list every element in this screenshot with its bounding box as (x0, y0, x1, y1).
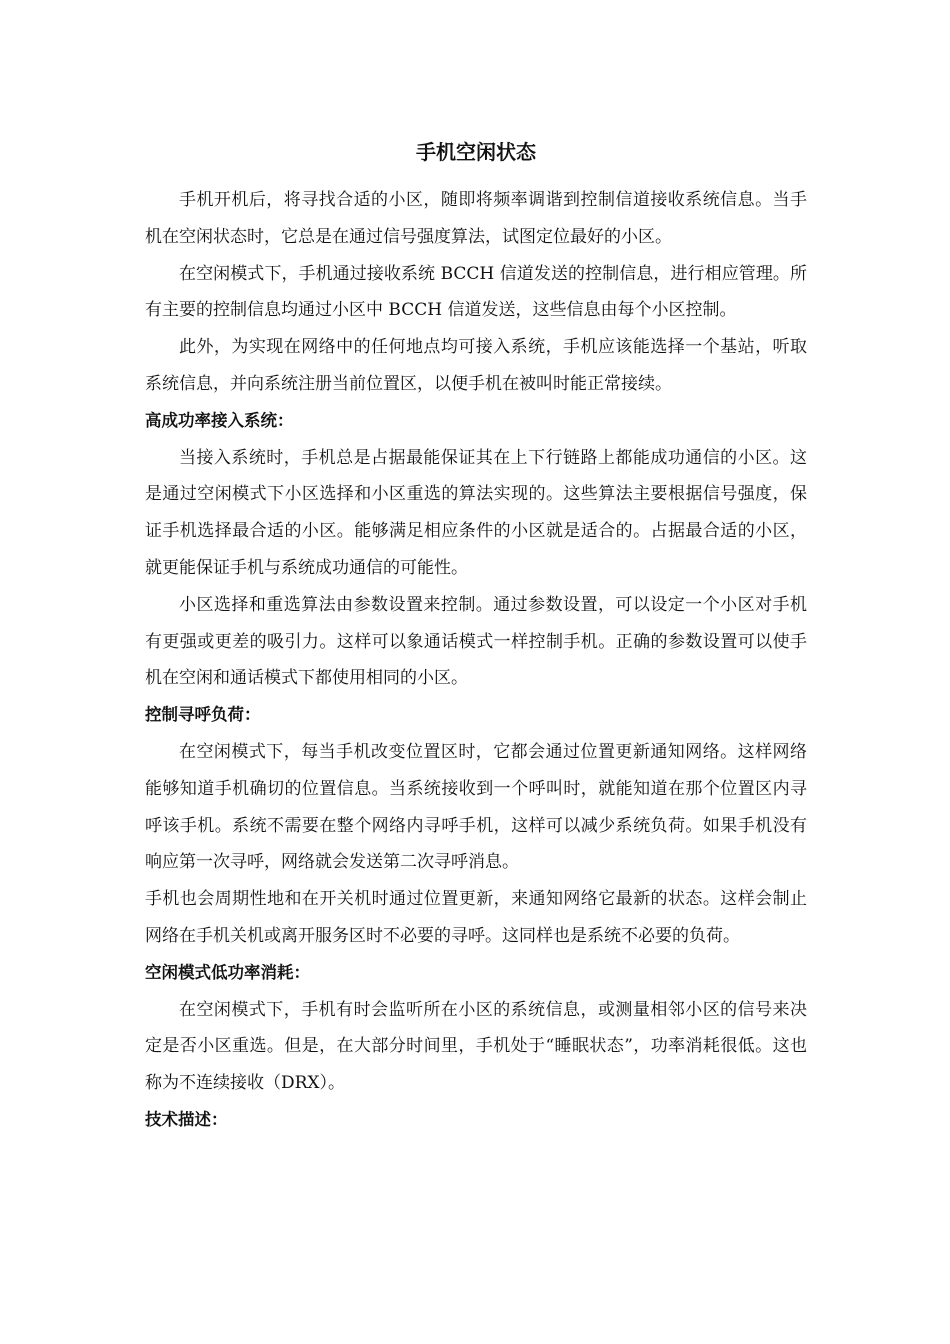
paging-paragraph-2: 手机也会周期性地和在开关机时通过位置更新，来通知网络它最新的状态。这样会制止网络在手机关机或离开服务区时不必要的寻呼。这同样也是系统不必要的负荷。 (145, 889, 807, 946)
section-heading-power: 空闲模式低功率消耗： (145, 962, 310, 982)
section-heading-technical: 技术描述： (145, 1109, 228, 1129)
section-heading-paging: 控制寻呼负荷： (145, 705, 261, 725)
access-paragraph-2: 小区选择和重选算法由参数设置来控制。通过参数设置，可以设定一个小区对手机有更强或更差的吸引力。这样可以象通话模式一样控制手机。正确的参数设置可以使手机在空闲和通话模式下都使用相同的小区。 (145, 594, 807, 689)
section-heading-access: 高成功率接入系统： (145, 410, 294, 430)
access-paragraph-1: 当接入系统时，手机总是占据最能保证其在上下行链路上都能成功通信的小区。这是通过空闲模式下小区选择和小区重选的算法实现的。这些算法主要根据信号强度，保证手机选择最合适的小区。能够满足相应条件的小区就是适合的。占据最合适的小区，就更能保证手机与系统成功通信的可能性。 (145, 447, 807, 578)
intro-paragraph-3: 此外，为实现在网络中的任何地点均可接入系统，手机应该能选择一个基站，听取系统信息，并向系统注册当前位置区，以便手机在被叫时能正常接续。 (145, 337, 807, 394)
intro-paragraph-1: 手机开机后，将寻找合适的小区，随即将频率调谐到控制信道接收系统信息。当手机在空闲状态时，它总是在通过信号强度算法，试图定位最好的小区。 (145, 190, 807, 247)
document-page (145, 136, 807, 1139)
intro-paragraph-2: 在空闲模式下，手机通过接收系统 BCCH 信道发送的控制信息，进行相应管理。所有主要的控制信息均通过小区中 BCCH 信道发送，这些信息由每个小区控制。 (145, 263, 807, 321)
power-paragraph-1: 在空闲模式下，手机有时会监听所在小区的系统信息，或测量相邻小区的信号来决定是否小区重选。但是，在大部分时间里，手机处于“睡眠状态”，功率消耗很低。这也称为不连续接收（DRX）。 (145, 999, 807, 1094)
paging-paragraph-1: 在空闲模式下，每当手机改变位置区时，它都会通过位置更新通知网络。这样网络能够知道手机确切的位置信息。当系统接收到一个呼叫时，就能知道在那个位置区内寻呼该手机。系统不需要在整个网络内寻呼手机，这样可以减少系统负荷。如果手机没有响应第一次寻呼，网络就会发送第二次寻呼消息。 (145, 741, 807, 873)
document-title: 手机空闲状态 (416, 140, 536, 164)
